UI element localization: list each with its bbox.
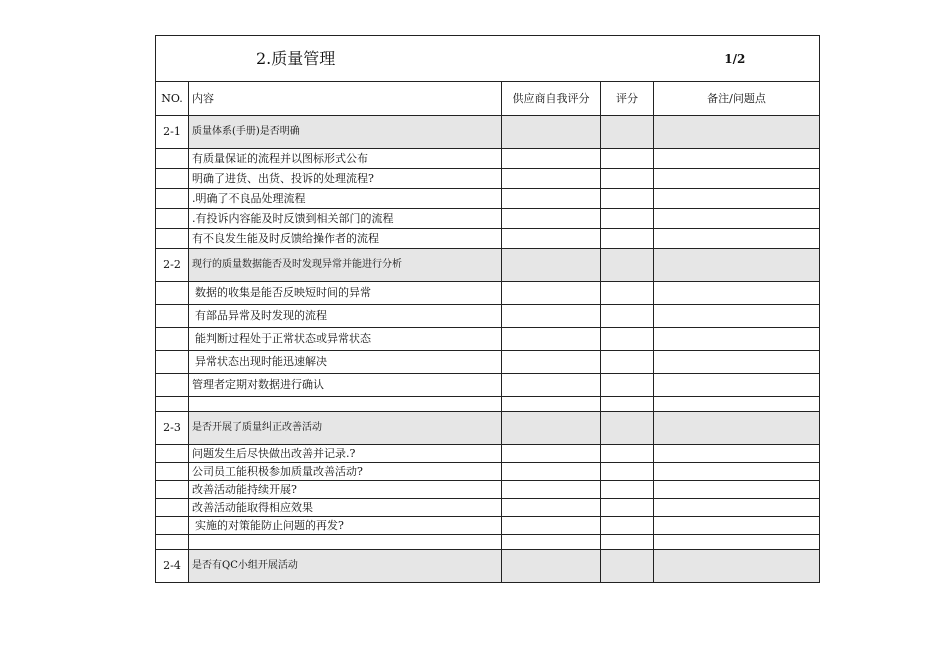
no-cell xyxy=(156,209,189,229)
item-text: 管理者定期对数据进行确认 xyxy=(189,374,502,397)
score-cell[interactable] xyxy=(601,229,654,249)
page-title: 2.质量管理 xyxy=(156,36,654,82)
remarks-cell[interactable] xyxy=(654,282,820,305)
item-text: 公司员工能积极参加质量改善活动? xyxy=(189,463,502,481)
remarks-cell[interactable] xyxy=(654,517,820,535)
table-row xyxy=(156,189,820,209)
remarks-cell[interactable] xyxy=(654,463,820,481)
no-cell xyxy=(156,305,189,328)
no-cell xyxy=(156,517,189,535)
section-row xyxy=(156,412,820,445)
no-cell xyxy=(156,463,189,481)
item-text: 有质量保证的流程并以图标形式公布 xyxy=(189,149,502,169)
self-score-cell[interactable] xyxy=(502,445,601,463)
score-cell[interactable] xyxy=(601,550,654,583)
evaluation-sheet xyxy=(155,35,819,583)
item-text: 能判断过程处于正常状态或异常状态 xyxy=(189,328,502,351)
section-number: 2-3 xyxy=(156,412,189,445)
item-text: 改善活动能持续开展? xyxy=(189,481,502,499)
no-cell xyxy=(156,169,189,189)
remarks-cell[interactable] xyxy=(654,499,820,517)
item-text: 数据的收集是能否反映短时间的异常 xyxy=(189,282,502,305)
self-score-cell[interactable] xyxy=(502,550,601,583)
title-row xyxy=(156,36,820,82)
header-score: 评分 xyxy=(601,82,654,116)
score-cell[interactable] xyxy=(601,374,654,397)
self-score-cell[interactable] xyxy=(502,412,601,445)
page-number: 1/2 xyxy=(654,36,820,82)
item-text: 明确了进货、出货、投诉的处理流程? xyxy=(189,169,502,189)
spacer-row xyxy=(156,397,820,412)
no-cell xyxy=(156,189,189,209)
score-cell[interactable] xyxy=(601,149,654,169)
no-cell xyxy=(156,229,189,249)
remarks-cell[interactable] xyxy=(654,209,820,229)
item-text: 问题发生后尽快做出改善并记录.? xyxy=(189,445,502,463)
remarks-cell[interactable] xyxy=(654,481,820,499)
section-row xyxy=(156,116,820,149)
self-score-cell[interactable] xyxy=(502,305,601,328)
section-number: 2-4 xyxy=(156,550,189,583)
score-cell[interactable] xyxy=(601,499,654,517)
section-title: 现行的质量数据能否及时发现异常并能进行分析 xyxy=(189,249,502,282)
no-cell xyxy=(156,328,189,351)
table-row xyxy=(156,282,820,305)
item-text: .有投诉内容能及时反馈到相关部门的流程 xyxy=(189,209,502,229)
quality-checklist-table xyxy=(155,35,820,583)
self-score-cell[interactable] xyxy=(502,481,601,499)
table-row xyxy=(156,351,820,374)
score-cell[interactable] xyxy=(601,305,654,328)
item-text: 改善活动能取得相应效果 xyxy=(189,499,502,517)
score-cell[interactable] xyxy=(601,328,654,351)
remarks-cell[interactable] xyxy=(654,445,820,463)
table-row xyxy=(156,481,820,499)
remarks-cell[interactable] xyxy=(654,412,820,445)
header-no: NO. xyxy=(156,82,189,116)
table-row xyxy=(156,169,820,189)
remarks-cell[interactable] xyxy=(654,189,820,209)
spacer-row xyxy=(156,535,820,550)
item-text: .明确了不良品处理流程 xyxy=(189,189,502,209)
remarks-cell[interactable] xyxy=(654,305,820,328)
score-cell[interactable] xyxy=(601,116,654,149)
no-cell xyxy=(156,351,189,374)
section-title: 质量体系(手册)是否明确 xyxy=(189,116,502,149)
item-text: 异常状态出现时能迅速解决 xyxy=(189,351,502,374)
score-cell[interactable] xyxy=(601,209,654,229)
self-score-cell[interactable] xyxy=(502,229,601,249)
table-row xyxy=(156,209,820,229)
no-cell xyxy=(156,149,189,169)
self-score-cell[interactable] xyxy=(502,463,601,481)
remarks-cell[interactable] xyxy=(654,351,820,374)
score-cell[interactable] xyxy=(601,412,654,445)
table-row xyxy=(156,229,820,249)
no-cell xyxy=(156,374,189,397)
self-score-cell[interactable] xyxy=(502,328,601,351)
self-score-cell[interactable] xyxy=(502,209,601,229)
header-remarks: 备注/问题点 xyxy=(654,82,820,116)
self-score-cell[interactable] xyxy=(502,517,601,535)
self-score-cell[interactable] xyxy=(502,116,601,149)
table-row xyxy=(156,374,820,397)
score-cell[interactable] xyxy=(601,517,654,535)
remarks-cell[interactable] xyxy=(654,116,820,149)
section-row xyxy=(156,550,820,583)
remarks-cell[interactable] xyxy=(654,229,820,249)
section-number: 2-2 xyxy=(156,249,189,282)
remarks-cell[interactable] xyxy=(654,249,820,282)
header-self-score: 供应商自我评分 xyxy=(502,82,601,116)
no-cell xyxy=(156,445,189,463)
remarks-cell[interactable] xyxy=(654,374,820,397)
header-row xyxy=(156,82,820,116)
score-cell[interactable] xyxy=(601,445,654,463)
self-score-cell[interactable] xyxy=(502,189,601,209)
score-cell[interactable] xyxy=(601,463,654,481)
self-score-cell[interactable] xyxy=(502,149,601,169)
no-cell xyxy=(156,481,189,499)
remarks-cell[interactable] xyxy=(654,328,820,351)
score-cell[interactable] xyxy=(601,351,654,374)
table-row xyxy=(156,305,820,328)
self-score-cell[interactable] xyxy=(502,374,601,397)
self-score-cell[interactable] xyxy=(502,282,601,305)
self-score-cell[interactable] xyxy=(502,169,601,189)
table-row xyxy=(156,517,820,535)
score-cell[interactable] xyxy=(601,481,654,499)
no-cell xyxy=(156,282,189,305)
remarks-cell[interactable] xyxy=(654,169,820,189)
table-row xyxy=(156,149,820,169)
section-title: 是否开展了质量纠正改善活动 xyxy=(189,412,502,445)
section-title: 是否有QC小组开展活动 xyxy=(189,550,502,583)
remarks-cell[interactable] xyxy=(654,149,820,169)
self-score-cell[interactable] xyxy=(502,249,601,282)
table-row xyxy=(156,445,820,463)
item-text: 实施的对策能防止问题的再发? xyxy=(189,517,502,535)
item-text: 有不良发生能及时反馈给操作者的流程 xyxy=(189,229,502,249)
score-cell[interactable] xyxy=(601,249,654,282)
table-row xyxy=(156,499,820,517)
self-score-cell[interactable] xyxy=(502,351,601,374)
item-text: 有部品异常及时发现的流程 xyxy=(189,305,502,328)
no-cell xyxy=(156,499,189,517)
table-row xyxy=(156,463,820,481)
section-number: 2-1 xyxy=(156,116,189,149)
remarks-cell[interactable] xyxy=(654,550,820,583)
section-row xyxy=(156,249,820,282)
header-content: 内容 xyxy=(189,82,502,116)
score-cell[interactable] xyxy=(601,189,654,209)
score-cell[interactable] xyxy=(601,282,654,305)
score-cell[interactable] xyxy=(601,169,654,189)
self-score-cell[interactable] xyxy=(502,499,601,517)
table-row xyxy=(156,328,820,351)
